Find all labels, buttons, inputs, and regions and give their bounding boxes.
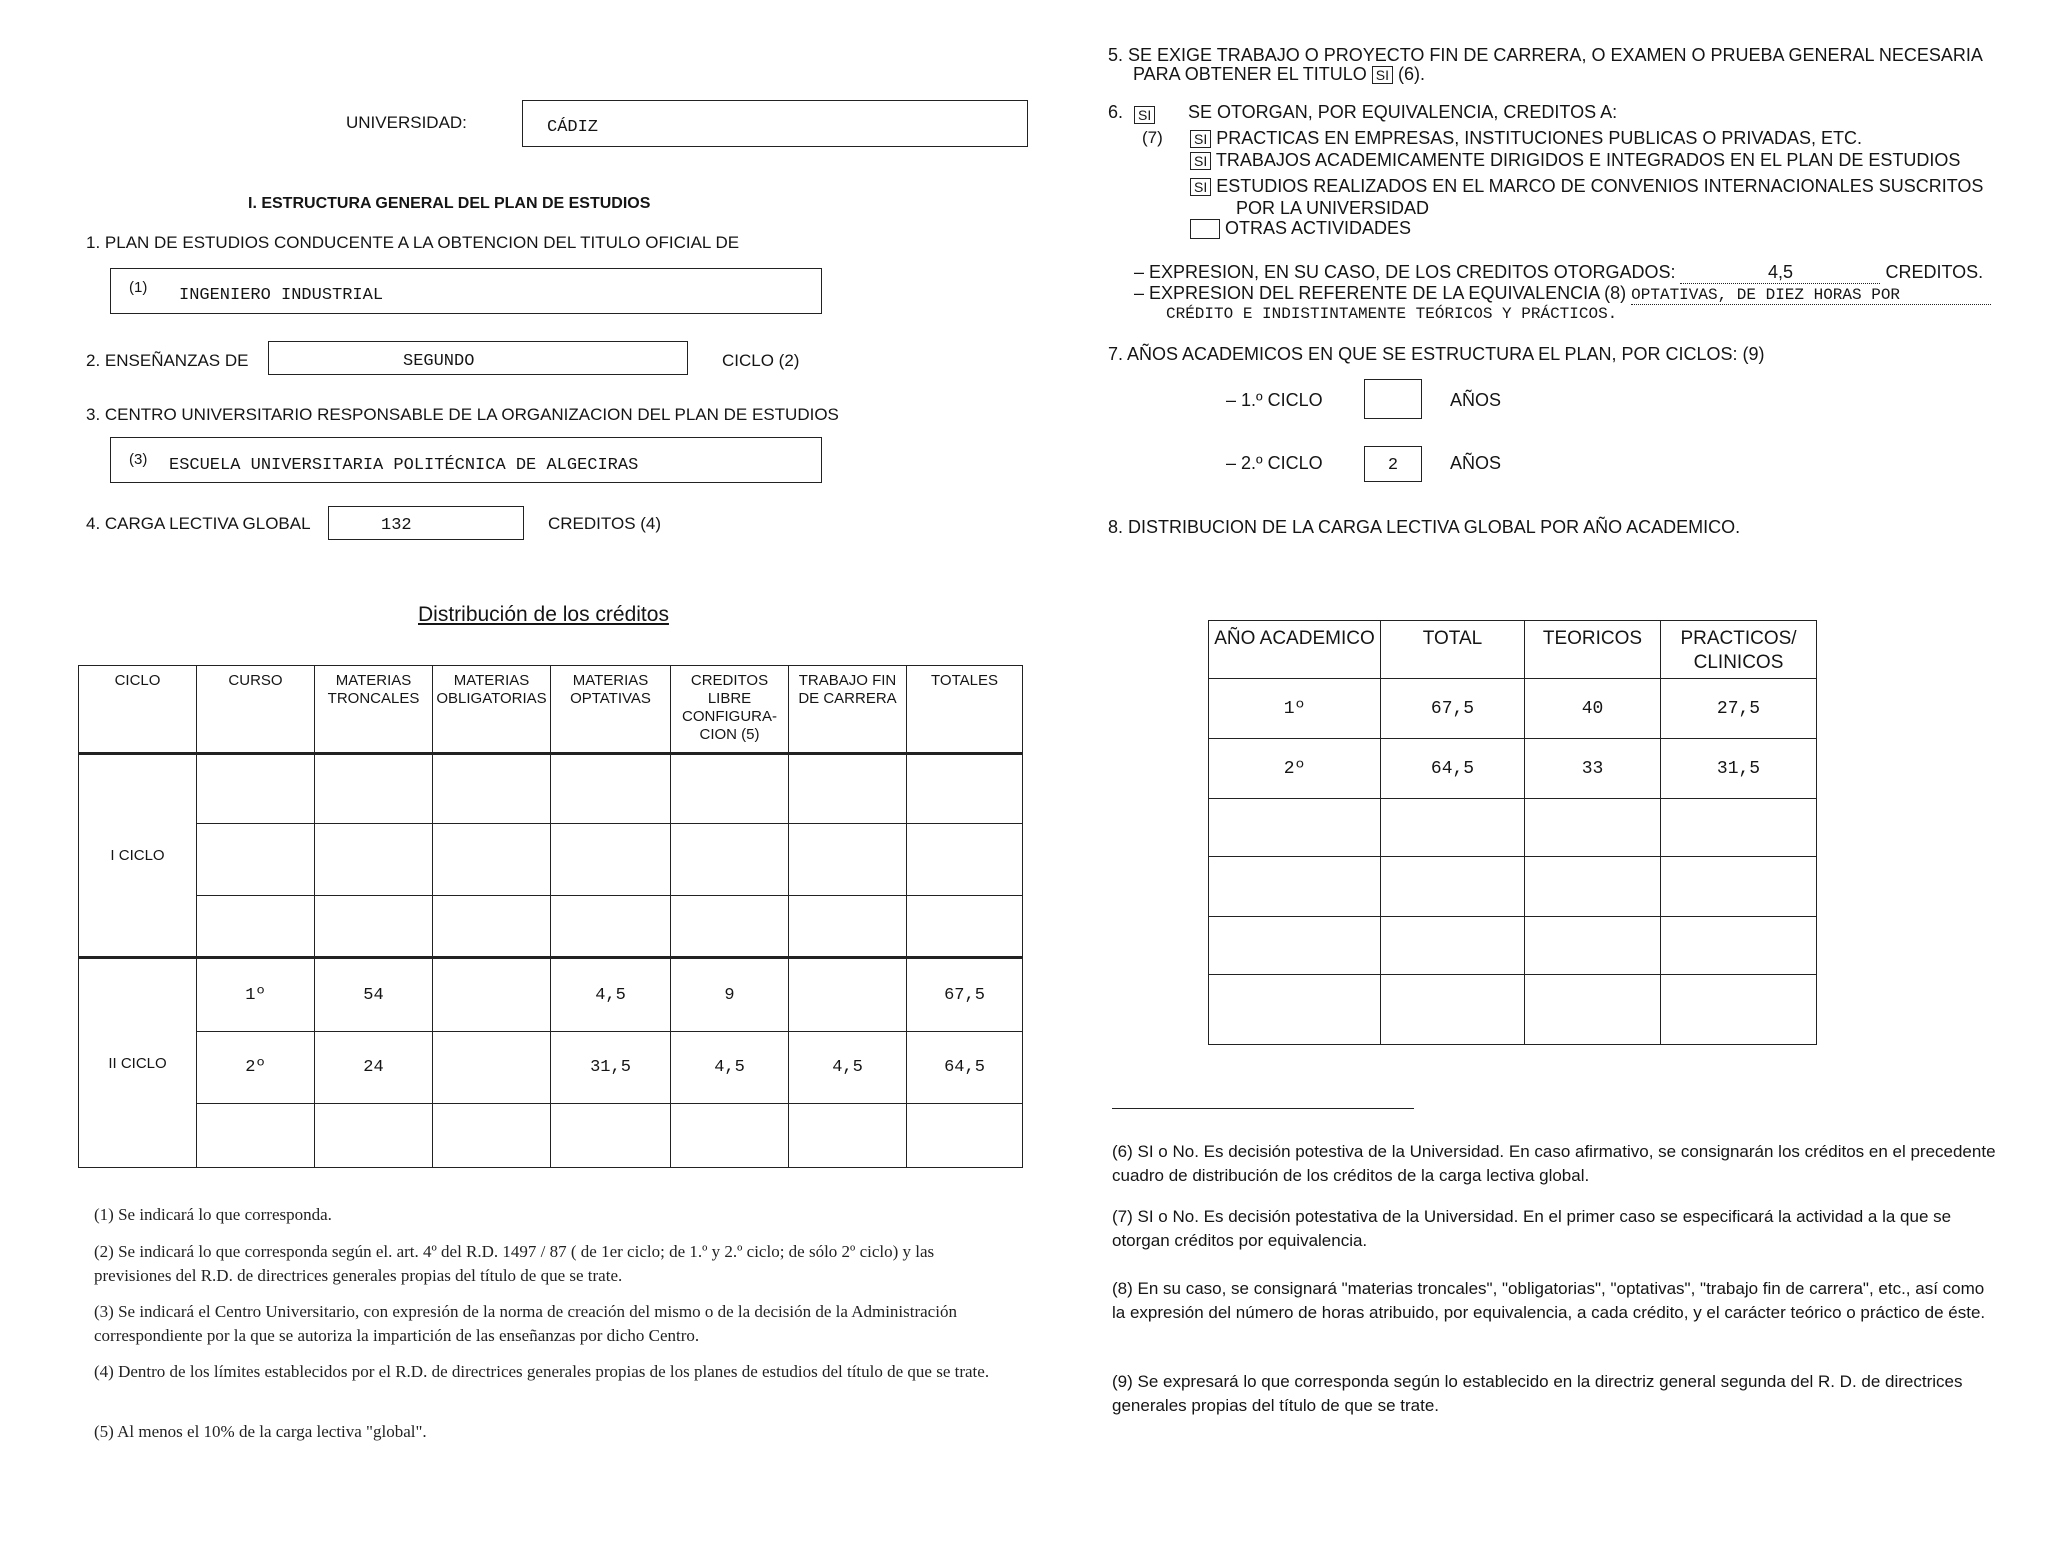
option-si-box: SI (1190, 130, 1211, 148)
expresion1-suffix: CREDITOS. (1885, 262, 1984, 282)
centro-value: ESCUELA UNIVERSITARIA POLITÉCNICA DE ALGECIRAS (169, 456, 639, 475)
item2-label: 2. ENSEÑANZAS DE (86, 351, 249, 370)
footnote-6: (6) SI o No. Es decisión potestiva de la Universidad. En caso afirmativo, se consignarán los créditos en el precedente cuadro de distribución de los créditos de la carga lectiva global. (1112, 1142, 1996, 1185)
item6-option (1190, 176, 1983, 197)
universidad-value: CÁDIZ (547, 118, 599, 137)
table-row (79, 1032, 1023, 1104)
item5-line1: 5. SE EXIGE TRABAJO O PROYECTO FIN DE CARRERA, O EXAMEN O PRUEBA GENERAL NECESARIA (1108, 45, 1983, 65)
curso-cell: 2º (197, 1032, 315, 1104)
option-empty-box (1190, 219, 1220, 239)
footnote-3: (3) Se indicará el Centro Universitario, con expresión de la norma de creación del mismo o de la decisión de la Administración correspondiente por la que se autoriza la impartición de las enseñanzas por dicho Centro. (94, 1302, 957, 1345)
item1-label: 1. PLAN DE ESTUDIOS CONDUCENTE A LA OBTENCION DEL TITULO OFICIAL DE (86, 233, 740, 252)
ciclo2-anos-value: 2 (1387, 456, 1399, 475)
expresion1 (1134, 262, 1983, 284)
teoricos-cell: 33 (1525, 739, 1661, 799)
teoricos-cell: 40 (1525, 679, 1661, 739)
item3-label: 3. CENTRO UNIVERSITARIO RESPONSABLE DE LA ORGANIZACION DEL PLAN DE ESTUDIOS (86, 405, 839, 424)
carga-field (328, 506, 524, 540)
header-troncales: MATERIAS TRONCALES (315, 666, 433, 754)
ano-cell: 2º (1209, 739, 1381, 799)
table-row (1209, 799, 1817, 857)
obligatorias-cell (433, 958, 551, 1032)
expresion2 (1134, 283, 1991, 305)
item6-option (1190, 128, 1862, 149)
expresion2-value: OPTATIVAS, DE DIEZ HORAS POR (1631, 286, 1991, 305)
table-row (79, 958, 1023, 1032)
item6-ref: (7) (1142, 128, 1163, 147)
credit-distribution-table (78, 665, 1023, 1168)
practicos-cell: 27,5 (1661, 679, 1817, 739)
footnote-7: (7) SI o No. Es decisión potestativa de la Universidad. En el primer caso se especificará la actividad a la que se otorgan créditos por equivalencia. (1112, 1207, 1952, 1250)
table-row (1209, 739, 1817, 799)
option3-continuation: POR LA UNIVERSIDAD (1236, 198, 1430, 218)
footnote-5: (5) Al menos el 10% de la carga lectiva "global". (94, 1422, 427, 1441)
obligatorias-cell (433, 1032, 551, 1104)
expresion2-continuation: CRÉDITO E INDISTINTAMENTE TEÓRICOS Y PRÁCTICOS. (1166, 305, 1618, 323)
item6-label: SE OTORGAN, POR EQUIVALENCIA, CREDITOS A: (1188, 102, 1618, 122)
item6-num: 6. (1108, 102, 1124, 122)
footnote-divider (1112, 1108, 1414, 1109)
option-label: TRABAJOS ACADEMICAMENTE DIRIGIDOS E INTEGRADOS EN EL PLAN DE ESTUDIOS (1215, 150, 1961, 170)
header-trabajo: TRABAJO FIN DE CARRERA (789, 666, 907, 754)
footnote-9: (9) Se expresará lo que corresponda según lo establecido en la directriz general segunda del R. D. de directrices generales propias del título de que se trate. (1112, 1372, 1963, 1415)
footnote-4: (4) Dentro de los límites establecidos por el R.D. de directrices generales propias de los planes de estudios del título de que se trate. (94, 1362, 990, 1381)
footnote-2: (2) Se indicará lo que corresponda según el. art. 4º del R.D. 1497 / 87 ( de 1er ciclo; de 1.º y 2.º ciclo; de sólo 2º ciclo) y las previsiones del R.D. de directrices generales propias del título de que se trate. (94, 1242, 935, 1285)
header-total: TOTAL (1381, 621, 1525, 679)
table-row (1209, 857, 1817, 917)
trabajo-cell (789, 958, 907, 1032)
item8-label: 8. DISTRIBUCION DE LA CARGA LECTIVA GLOBAL POR AÑO ACADEMICO. (1108, 517, 1741, 537)
ciclo1-anos-label: AÑOS (1450, 390, 1502, 410)
optativas-cell: 31,5 (551, 1032, 671, 1104)
table-row (1209, 975, 1817, 1045)
header-totales: TOTALES (907, 666, 1023, 754)
section-title: I. ESTRUCTURA GENERAL DEL PLAN DE ESTUDIOS (248, 195, 651, 212)
item6-option (1190, 218, 1411, 239)
footnote-1: (1) Se indicará lo que corresponda. (94, 1205, 332, 1224)
titulo-value: INGENIERO INDUSTRIAL (179, 286, 384, 305)
table-row (79, 754, 1023, 824)
item4-label: 4. CARGA LECTIVA GLOBAL (86, 514, 311, 533)
totales-cell: 67,5 (907, 958, 1023, 1032)
item2-suffix: CICLO (2) (722, 351, 800, 370)
year-header-row (1209, 621, 1817, 679)
header-teoricos: TEORICOS (1525, 621, 1661, 679)
ensenanzas-field (268, 341, 688, 375)
header-ciclo: CICLO (79, 666, 197, 754)
item6-si-box: SI (1134, 106, 1155, 124)
expresion2-label: – EXPRESION DEL REFERENTE DE LA EQUIVALENCIA (8) (1134, 283, 1627, 303)
credit-table-title: Distribución de los créditos (418, 603, 669, 626)
ciclo1-label: – 1.º CICLO (1226, 390, 1323, 410)
item4-suffix: CREDITOS (4) (548, 514, 662, 533)
table-row (79, 1104, 1023, 1168)
item5-si-box: SI (1372, 66, 1393, 84)
expresion1-value: 4,5 (1680, 262, 1880, 284)
academic-year-table (1208, 620, 1817, 1045)
footnote-8: (8) En su caso, se consignará "materias troncales", "obligatorias", "optativas", "trabajo fin de carrera", etc., así como la expresión del número de horas atribuido, por equivalencia, a cada crédito, y el carácter teórico o práctico de éste. (1112, 1279, 1986, 1322)
optativas-cell: 4,5 (551, 958, 671, 1032)
ano-cell: 1º (1209, 679, 1381, 739)
option-label: ESTUDIOS REALIZADOS EN EL MARCO DE CONVENIOS INTERNACIONALES SUSCRITOS (1216, 176, 1984, 196)
expresion1-label: – EXPRESION, EN SU CASO, DE LOS CREDITOS OTORGADOS: (1134, 262, 1676, 282)
item5-ref: (6). (1398, 64, 1425, 84)
item6-option (1190, 150, 1960, 171)
ciclo2-label: – 2.º CICLO (1226, 453, 1323, 473)
header-obligatorias: MATERIAS OBLIGATORIAS (433, 666, 551, 754)
item5-label: PARA OBTENER EL TITULO (1133, 64, 1367, 84)
totales-cell: 64,5 (907, 1032, 1023, 1104)
option-label: OTRAS ACTIVIDADES (1225, 218, 1412, 238)
table-row (79, 896, 1023, 958)
universidad-field (522, 100, 1028, 147)
ciclo1-label: I CICLO (79, 754, 197, 958)
universidad-label: UNIVERSIDAD: (346, 113, 467, 132)
carga-value: 132 (381, 516, 412, 535)
libre-cell: 4,5 (671, 1032, 789, 1104)
item5-line2 (1133, 64, 1425, 85)
ciclo2-anos-label: AÑOS (1450, 453, 1502, 473)
option-label: PRACTICAS EN EMPRESAS, INSTITUCIONES PUBLICAS O PRIVADAS, ETC. (1216, 128, 1863, 148)
header-libre: CREDITOS LIBRE CONFIGURA- CION (5) (671, 666, 789, 754)
header-practicos: PRACTICOS/ CLINICOS (1661, 621, 1817, 679)
centro-field (110, 437, 822, 483)
header-ano: AÑO ACADEMICO (1209, 621, 1381, 679)
ciclo2-label: II CICLO (79, 958, 197, 1168)
option-si-box: SI (1190, 152, 1211, 170)
table-row (1209, 917, 1817, 975)
troncales-cell: 54 (315, 958, 433, 1032)
total-cell: 64,5 (1381, 739, 1525, 799)
practicos-cell: 31,5 (1661, 739, 1817, 799)
ciclo2-anos-box (1364, 446, 1422, 482)
table-row (79, 824, 1023, 896)
trabajo-cell: 4,5 (789, 1032, 907, 1104)
libre-cell: 9 (671, 958, 789, 1032)
curso-cell: 1º (197, 958, 315, 1032)
troncales-cell: 24 (315, 1032, 433, 1104)
item7-label: 7. AÑOS ACADEMICOS EN QUE SE ESTRUCTURA EL PLAN, POR CICLOS: (9) (1108, 344, 1765, 364)
item1-ref: (1) (129, 279, 148, 296)
total-cell: 67,5 (1381, 679, 1525, 739)
header-optativas: MATERIAS OPTATIVAS (551, 666, 671, 754)
ensenanzas-value: SEGUNDO (403, 352, 475, 371)
credit-header-row (79, 666, 1023, 754)
ciclo1-anos-box (1364, 379, 1422, 419)
titulo-field (110, 268, 822, 314)
item3-ref: (3) (129, 451, 148, 468)
header-curso: CURSO (197, 666, 315, 754)
table-row (1209, 679, 1817, 739)
option-si-box: SI (1190, 178, 1211, 196)
